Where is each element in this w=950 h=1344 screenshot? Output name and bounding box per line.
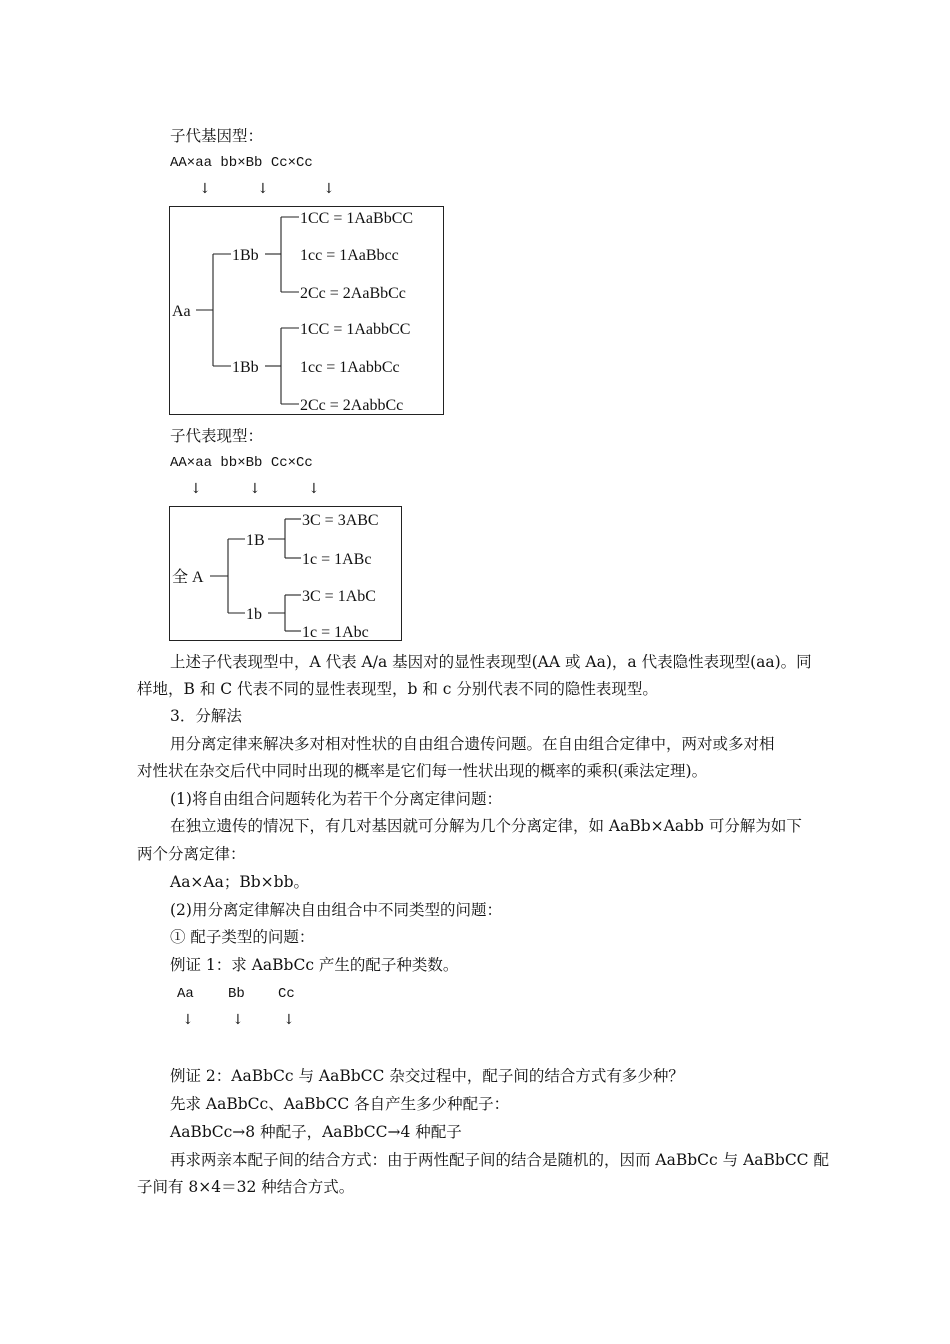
genotype-branch-1: 1Bb <box>232 247 259 264</box>
paragraph-line: AaBbCc→8 种配子，AaBbCC→4 种配子 <box>170 1123 462 1141</box>
genotype-arrow-c: ↓ <box>323 181 335 197</box>
subsection-title: (1)将自由组合问题转化为若干个分离定律问题： <box>170 790 502 808</box>
phenotype-root: 全 A <box>172 569 204 586</box>
paragraph-line: 样地，B 和 C 代表不同的显性表现型，b 和 c 分别代表不同的隐性表现型。 <box>137 680 658 698</box>
genotype-leaf: 1CC = 1AabbCC <box>300 321 411 338</box>
phenotype-branch-1: 1B <box>246 532 265 549</box>
paragraph-line: 对性状在杂交后代中同时出现的概率是它们每一性状出现的概率的乘积(乘法定理)。 <box>137 762 708 780</box>
phenotype-arrow-c: ↓ <box>308 481 320 497</box>
phenotype-arrow-a: ↓ <box>190 481 202 497</box>
example-gene: Bb <box>228 986 245 1002</box>
phenotype-heading: 子代表现型： <box>170 427 264 445</box>
phenotype-leaf: 1c = 1ABc <box>302 551 372 568</box>
phenotype-leaf: 1c = 1Abc <box>302 624 369 641</box>
paragraph-line: 上述子代表现型中，A 代表 A/a 基因对的显性表现型(AA 或 Aa)，a 代表隐性表现型(aa)。同 <box>170 653 812 671</box>
paragraph-line: 用分离定律来解决多对相对性状的自由组合遗传问题。在自由组合定律中，两对或多对相 <box>170 735 775 753</box>
genotype-leaf: 2Cc = 2AaBbCc <box>300 285 406 302</box>
subsection-title: (2)用分离定律解决自由组合中不同类型的问题： <box>170 901 502 919</box>
paragraph-line: Aa×Aa；Bb×bb。 <box>170 873 310 891</box>
example-arrow: ↓ <box>283 1012 295 1028</box>
genotype-leaf: 1CC = 1AaBbCC <box>300 210 414 227</box>
example-gene: Cc <box>278 986 295 1002</box>
example-title: 例证 1：求 AaBbCc 产生的配子种类数。 <box>170 956 459 974</box>
phenotype-cross: AA×aa bb×Bb Cc×Cc <box>170 455 313 471</box>
paragraph-line: 在独立遗传的情况下，有几对基因就可分解为几个分离定律，如 AaBb×Aabb 可分解为如下 <box>170 817 802 835</box>
example-arrow: ↓ <box>232 1012 244 1028</box>
genotype-leaf: 1cc = 1AabbCc <box>300 359 400 376</box>
phenotype-leaf: 3C = 3ABC <box>302 512 379 529</box>
paragraph-line: 再求两亲本配子间的结合方式：由于两性配子间的结合是随机的，因而 AaBbCc 与 AaBbCC 配 <box>170 1151 829 1169</box>
genotype-heading: 子代基因型： <box>170 127 264 145</box>
paragraph-line: 子间有 8×4＝32 种结合方式。 <box>137 1178 355 1196</box>
genotype-branch-2: 1Bb <box>232 359 259 376</box>
paragraph-line: 先求 AaBbCc、AaBbCC 各自产生多少种配子： <box>170 1095 510 1113</box>
genotype-leaf: 1cc = 1AaBbcc <box>300 247 399 264</box>
subsection-title: ① 配子类型的问题： <box>170 928 315 946</box>
genotype-leaf: 2Cc = 2AabbCc <box>300 397 404 414</box>
example-gene: Aa <box>177 986 194 1002</box>
section-title: 3．分解法 <box>170 707 242 725</box>
paragraph-line: 两个分离定律： <box>137 845 246 863</box>
genotype-arrow-b: ↓ <box>257 181 269 197</box>
genotype-arrow-a: ↓ <box>199 181 211 197</box>
example-title: 例证 2：AaBbCc 与 AaBbCC 杂交过程中，配子间的结合方式有多少种？ <box>170 1067 684 1085</box>
genotype-cross: AA×aa bb×Bb Cc×Cc <box>170 155 313 171</box>
example-arrow: ↓ <box>182 1012 194 1028</box>
genotype-root: Aa <box>172 303 191 320</box>
phenotype-branch-2: 1b <box>246 606 262 623</box>
phenotype-arrow-b: ↓ <box>249 481 261 497</box>
phenotype-leaf: 3C = 1AbC <box>302 588 376 605</box>
